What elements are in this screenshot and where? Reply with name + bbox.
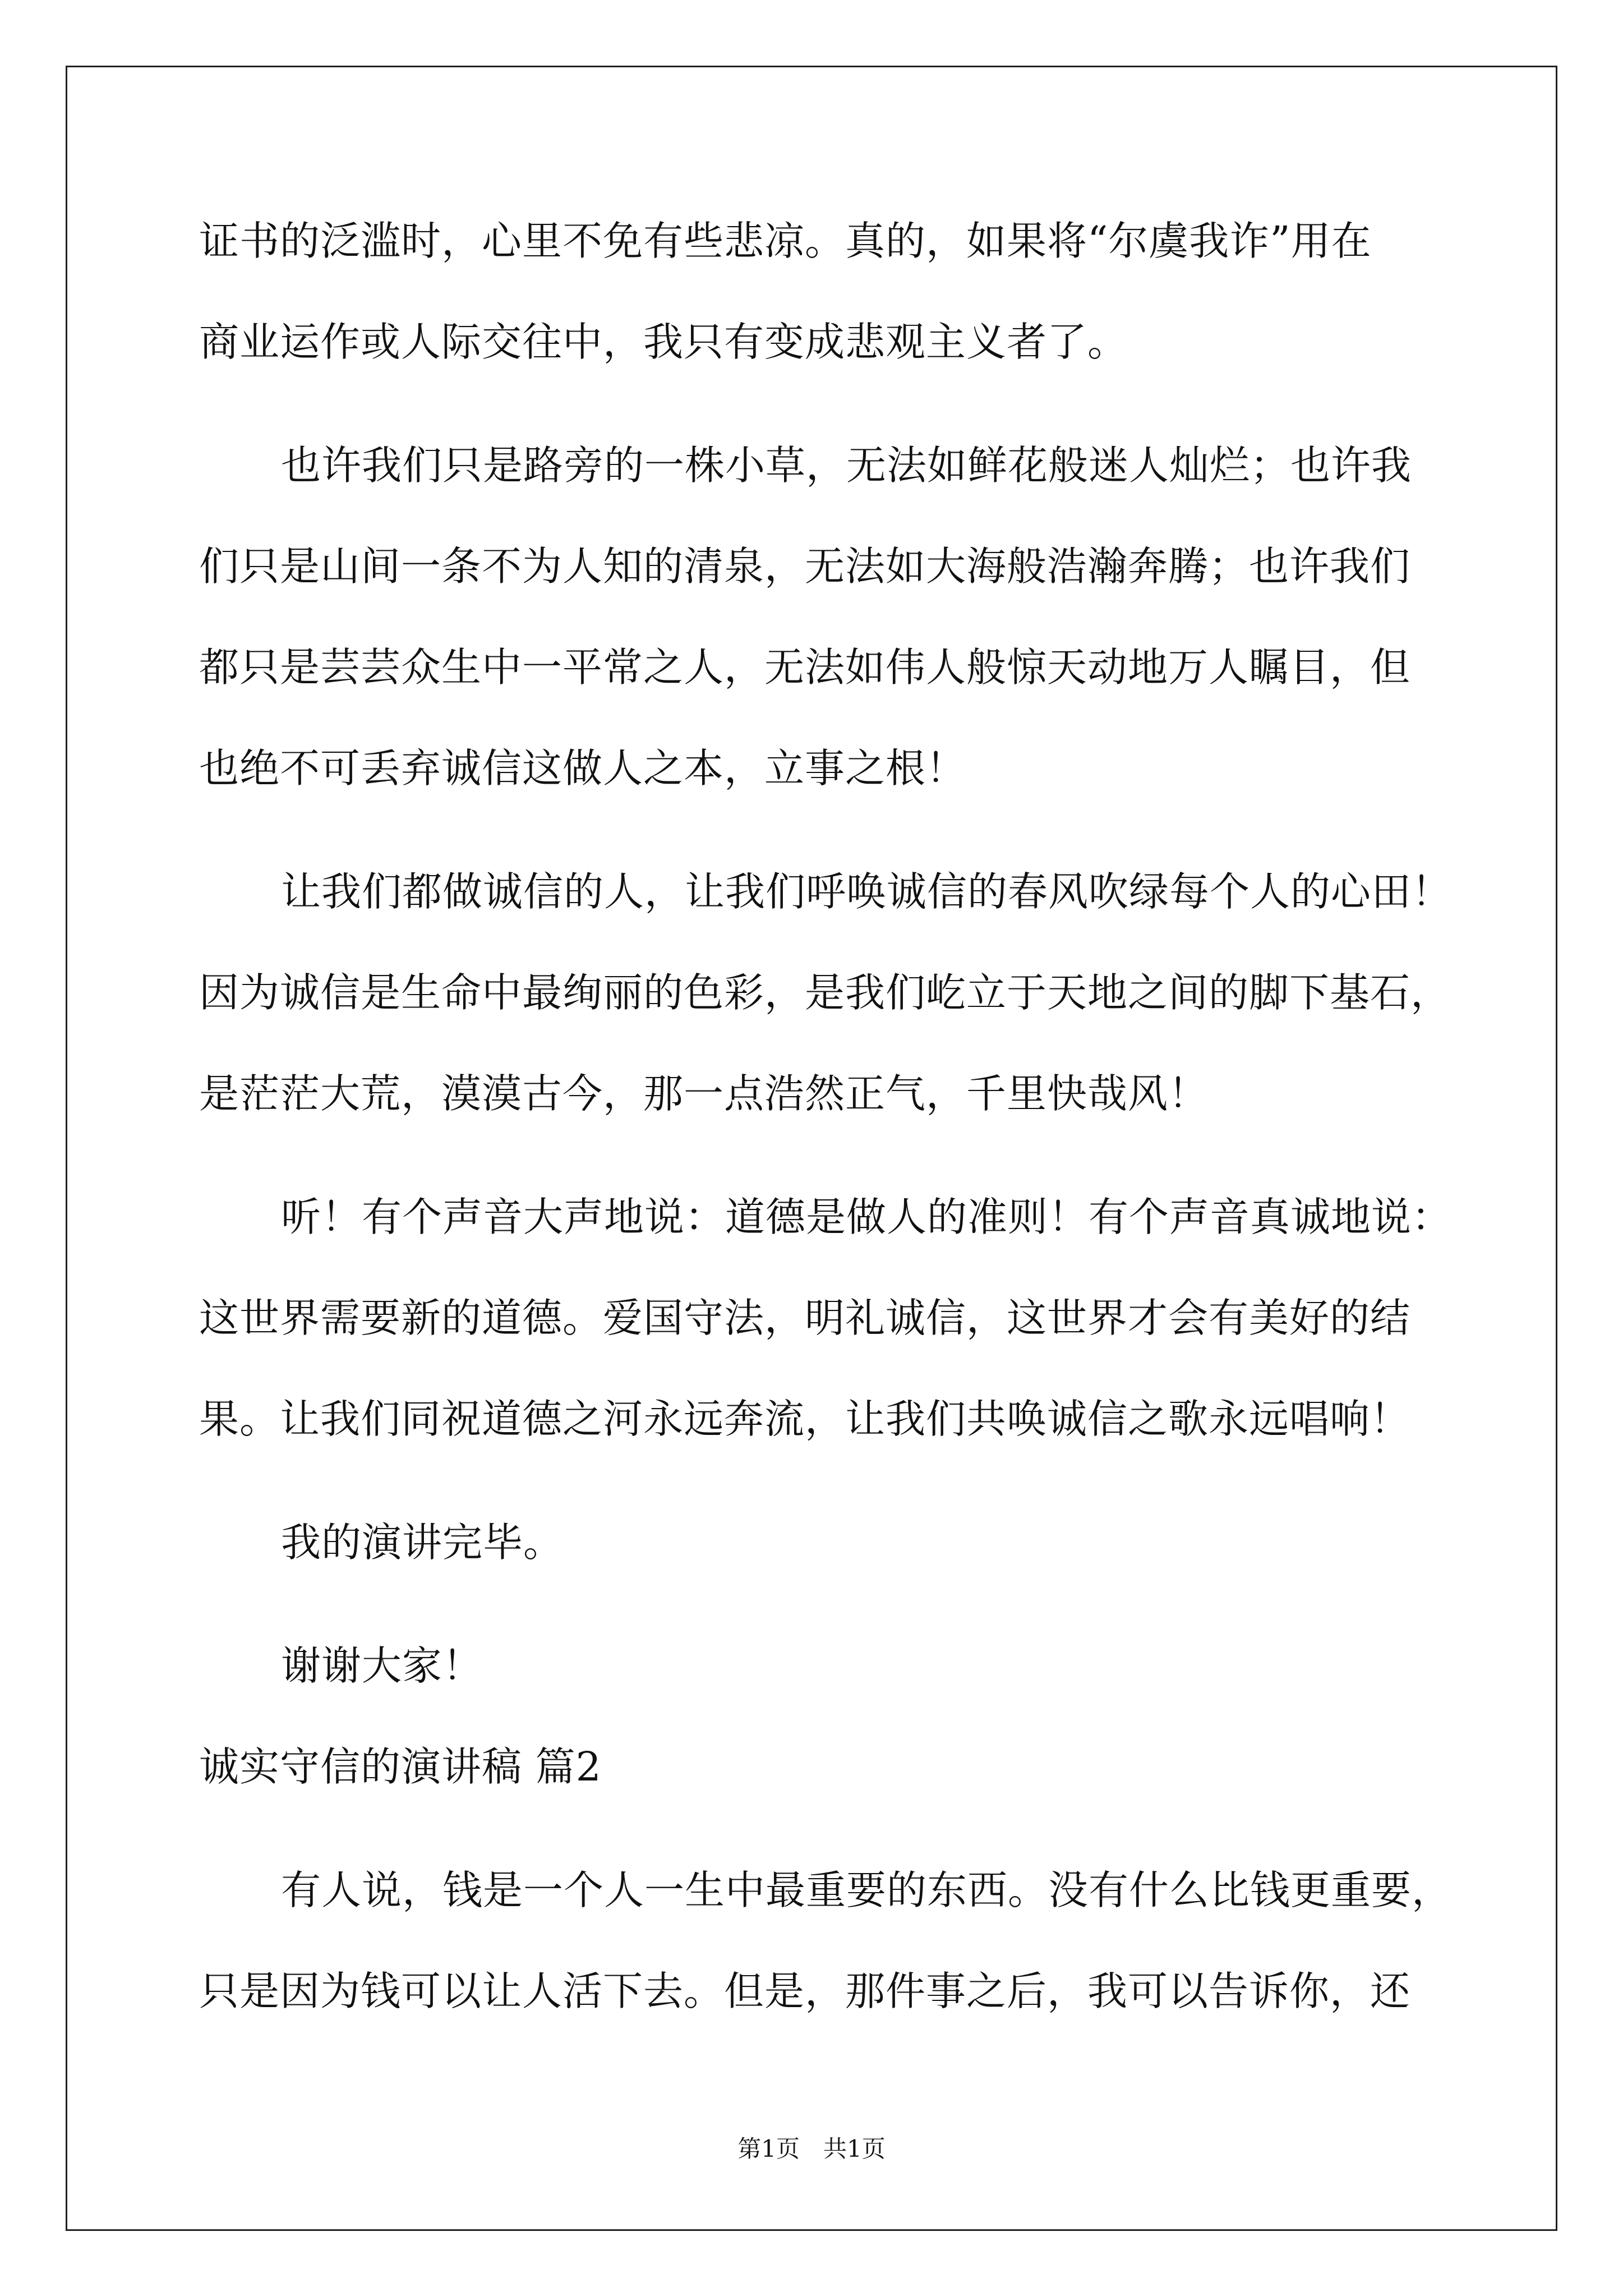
paragraph-line: 这世界需要新的道德。爱国守法，明礼诚信，这世界才会有美好的结 [199,1295,1411,1341]
paragraph-line: 让我们都做诚信的人，让我们呼唤诚信的春风吹绿每个人的心田！ [281,868,1453,915]
paragraph-line: 只是因为钱可以让人活下去。但是，那件事之后，我可以告诉你，还 [199,1968,1411,2014]
page-number-footer: 第1页 共1页 [737,2135,886,2162]
paragraph-line: 是茫茫大荒，漠漠古今，那一点浩然正气，千里快哉风！ [199,1070,1209,1117]
paragraph-line: 我的演讲完毕。 [281,1519,564,1566]
paragraph-line: 果。让我们同祝道德之河永远奔流，让我们共唤诚信之歌永远唱响！ [199,1396,1411,1442]
paragraph-line: 证书的泛滥时，心里不免有些悲凉。真的，如果将“尔虞我诈”用在 [199,218,1372,264]
paragraph-line: 也绝不可丢弃诚信这做人之本，立事之根！ [199,745,967,792]
paragraph-line: 有人说，钱是一个人一生中最重要的东西。没有什么比钱更重要， [281,1867,1453,1913]
paragraph-line: 谢谢大家！ [281,1642,483,1689]
paragraph-line: 商业运作或人际交往中，我只有变成悲观主义者了。 [199,319,1128,365]
paragraph-line: 都只是芸芸众生中一平常之人，无法如伟人般惊天动地万人瞩目，但 [199,644,1411,691]
paragraph-line: 们只是山间一条不为人知的清泉，无法如大海般浩瀚奔腾；也许我们 [199,543,1411,590]
section-heading: 诚实守信的演讲稿 篇2 [199,1743,602,1790]
paragraph-line: 也许我们只是路旁的一株小草，无法如鲜花般迷人灿烂；也许我 [281,442,1412,489]
paragraph-line: 因为诚信是生命中最绚丽的色彩，是我们屹立于天地之间的脚下基石， [199,969,1451,1016]
paragraph-line: 听！有个声音大声地说：道德是做人的准则！有个声音真诚地说： [281,1194,1453,1240]
